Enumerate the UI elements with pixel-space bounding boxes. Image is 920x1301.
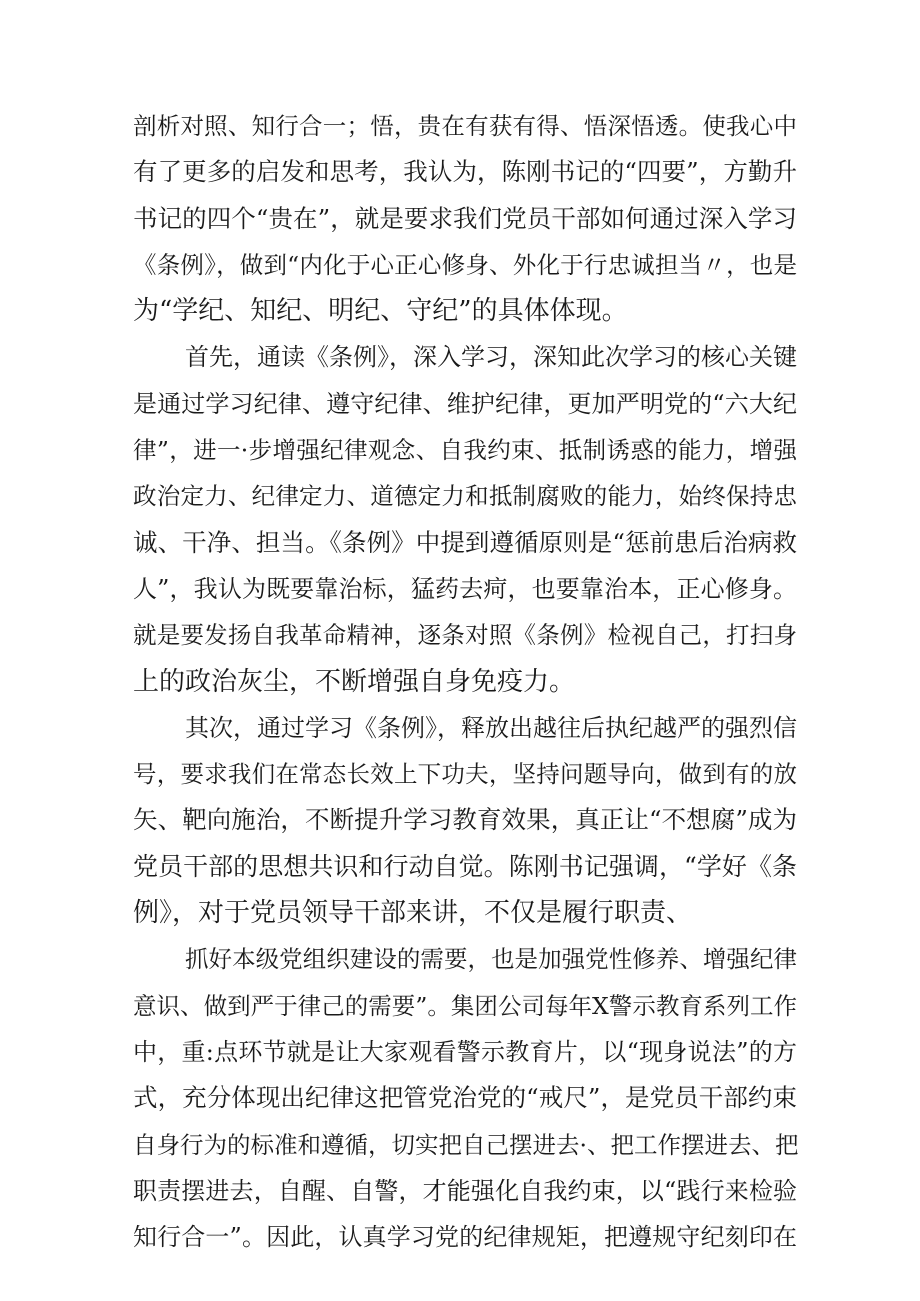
paragraph-4-line-6: 职责摆进去，自醒、自警，才能强化自我约束，以“践行来检验 [133, 1176, 797, 1205]
paragraph-3-line-1: 其次，通过学习《条例》，释放出越往后执纪越严的强烈信 [185, 713, 797, 742]
paragraph-1-line-3: 书记的四个“贵在”，就是要求我们党员干部如何通过深入学习 [133, 203, 797, 233]
paragraph-1-line-1: 剖析对照、知行合一；悟，贵在有获有得、悟深悟透。使我心中 [133, 112, 797, 140]
paragraph-3-line-5: 例》，对于党员领导干部来讲，不仅是履行职责、 [133, 898, 693, 929]
paragraph-4-line-2: 意识、做到严于律己的需要”。集团公司每年X警示教育系列工作 [133, 991, 797, 1020]
paragraph-2-line-4: 政治定力、纪律定力、道德定力和抵制腐败的能力，始终保持忠 [133, 482, 797, 511]
document-body [133, 103, 797, 1260]
paragraph-2-line-7: 就是要发扬自我革命精神，逐条对照《条例》检视自己，打扫身 [133, 621, 797, 650]
paragraph-2-line-6: 人”，我认为既要靠治标，猛药去疴，也要靠治本，正心修身。 [133, 574, 797, 603]
paragraph-2-line-3: 律”，进一·步增强纪律观念、自我约束、抵制诱惑的能力，增强 [133, 436, 797, 465]
paragraph-2-line-5: 诚、干净、担当。《条例》中提到遵循原则是“惩前患后治病救 [133, 527, 797, 557]
paragraph-4-line-1: 抓好本级党组织建设的需要，也是加强党性修养、增强纪律 [185, 945, 797, 974]
paragraph-1-line-5: 为“学纪、知纪、明纪、守纪”的具体体现。 [133, 296, 628, 327]
paragraph-4-line-5: 自身行为的标准和遵循，切实把自己摆进去·、把工作摆进去、把 [133, 1130, 799, 1159]
paragraph-3-line-4: 党员干部的思想共识和行动自觉。陈刚书记强调，“学好《条 [133, 851, 797, 881]
paragraph-4-line-4: 式，充分体现出纪律这把管党治党的“戒尺”，是党员干部约束 [133, 1083, 797, 1113]
paragraph-1-line-2: 有了更多的启发和思考，我认为，陈刚书记的“四要”，方勤升 [133, 157, 797, 187]
paragraph-3-line-2: 号，要求我们在常态长效上下功夫，坚持问题导向，做到有的放 [133, 760, 797, 789]
paragraph-3-line-3: 矢、靶向施治，不断提升学习教育效果，真正让“不想腐”成为 [133, 805, 797, 835]
paragraph-4-line-3: 中，重:点环节就是让大家观看警示教育片，以“现身说法”的方 [133, 1037, 797, 1066]
paragraph-2-line-8: 上的政治灰尘，不断增强自身免疫力。 [133, 666, 576, 697]
paragraph-2-line-2: 是通过学习纪律、遵守纪律、维护纪律，更加严明党的“六大纪 [133, 389, 797, 418]
paragraph-4-line-7: 知行合一”。因此，认真学习党的纪律规矩，把遵规守纪刻印在 [133, 1223, 797, 1252]
paragraph-2-line-1: 首先，通读《条例》，深入学习，深知此次学习的核心关键 [185, 343, 797, 372]
paragraph-1-line-4: 《条例》，做到“内化于心正心修身、外化于行忠诚担当〃，也是 [133, 250, 797, 279]
